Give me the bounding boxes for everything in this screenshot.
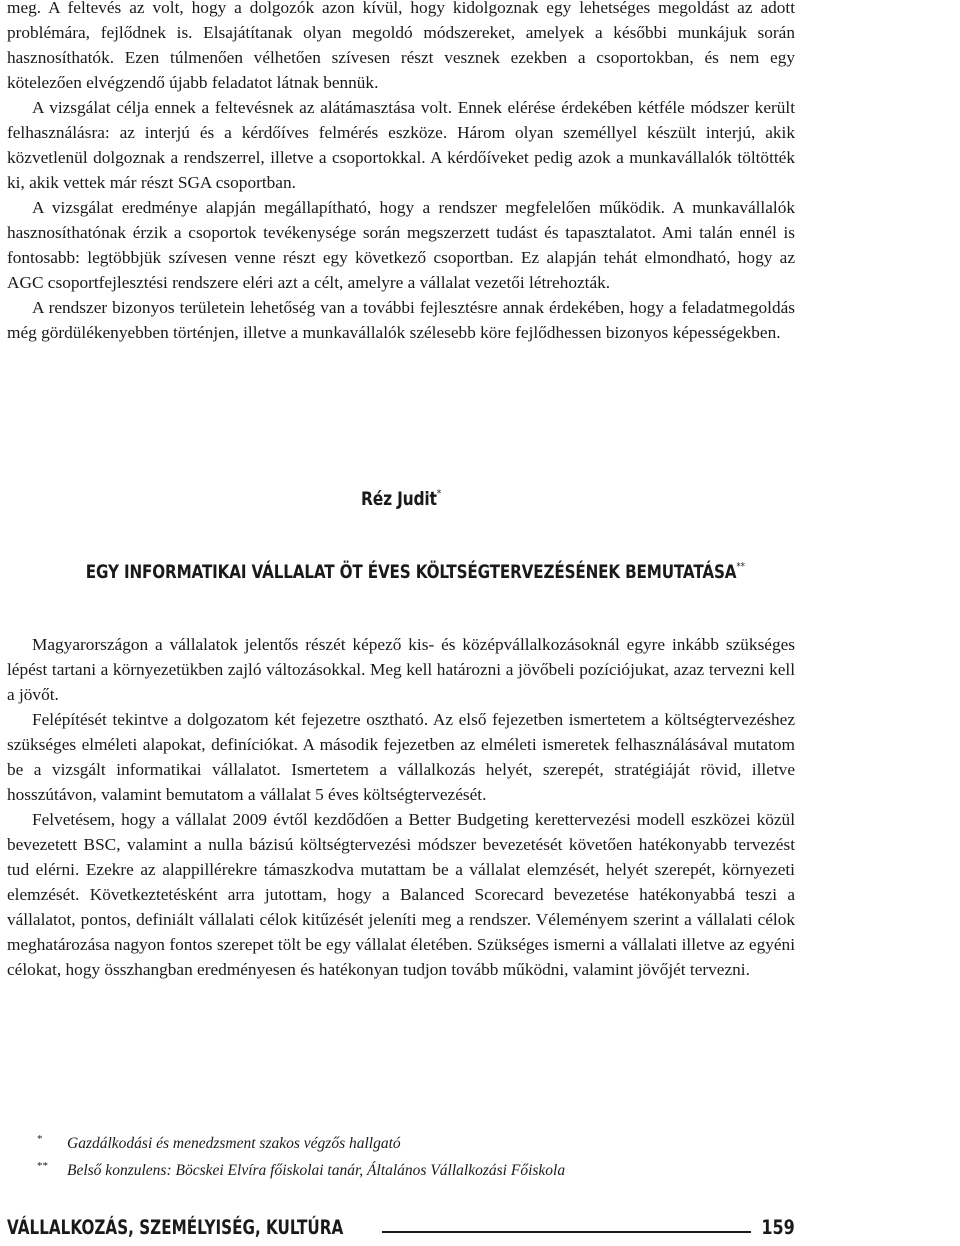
journal-title: VÁLLALKOZÁS, SZEMÉLYISÉG, KULTÚRA xyxy=(7,1216,344,1239)
footnote xyxy=(37,1131,797,1158)
paragraph: A vizsgálat eredménye alapján megállapítható, hogy a rendszer megfelelően működik. A munkavállalók hasznosíthatónak érzik a csoportok tevékenysége során megszerzett tudást és tapasztalatot. Ami talán ennél is fontosabb: legtöbbjük szívesen venne részt egy következő csoportban. Ez alapján tehát elmondható, hogy az AGC csoportfejlesztési rendszere eléri azt a célt, amelyre a vállalat vezetői létrehozták. xyxy=(7,198,795,292)
article-title-text: EGY INFORMATIKAI VÁLLALAT ÖT ÉVES KÖLTSÉGTERVEZÉSÉNEK BEMUTATÁSA xyxy=(85,561,737,583)
paragraph: Magyarországon a vállalatok jelentős részét képező kis- és középvállalkozásoknál egyre inkább szükséges lépést tartani a környezetükben zajló változásokkal. Meg kell határozni a jövőbeli pozíciójukat, azaz tervezni kell a jövőt. xyxy=(7,635,795,704)
page-number: 159 xyxy=(761,1216,795,1239)
article-title xyxy=(85,560,745,583)
footnote xyxy=(37,1158,797,1185)
footnote-text: Gazdálkodási és menedzsment szakos végzős hallgató xyxy=(67,1135,401,1152)
paragraph: Felvetésem, hogy a vállalat 2009 évtől kezdődően a Better Budgeting kerettervezési modell eszközei közül bevezetett BSC, valamint a nulla bázisú költségtervezési módszer bevezetését követően hatékonyabb tervezést tud elérni. Ezekre az alappillérekre támaszkodva mutattam be a vállalat elemzését, helyét szerepét, környezeti elemzését. Következtetésként arra jutottam, hogy a Balanced Scorecard bevezetése hatékonyabbá teszi a vállalatot, pontos, definiált vállalati célok kitűzését jeleníti meg a rendszer. Véleményem szerint a vállalati célok meghatározása nagyon fontos szerepet tölt be egy vállalat életében. Szükséges ismerni a vállalati illetve az egyéni célokat, hogy összhangban eredményesen és hatékonyan tudjon tovább működni, valamint jövőjét tervezni. xyxy=(7,810,795,979)
footnote-text: Belső konzulens: Böcskei Elvíra főiskolai tanár, Általános Vállalkozási Főiskola xyxy=(67,1162,566,1179)
article-body xyxy=(7,632,795,982)
previous-article-conclusion xyxy=(7,0,795,345)
title-footnote-mark: ** xyxy=(736,560,745,573)
footnote-mark: * xyxy=(37,1133,43,1145)
paragraph: A vizsgálat célja ennek a feltevésnek az alátámasztása volt. Ennek elérése érdekében kétféle módszer került felhasználásra: az interjú és a kérdőíves felmérés eszköze. Három olyan személlyel készült interjú, akik közvetlenül dolgoznak a rendszerrel, illetve a csoportokkal. A kérdőíveket pedig azok a munkavállalók töltötték ki, akik vettek már részt SGA csoportban. xyxy=(7,98,795,192)
article-author xyxy=(78,487,724,510)
paragraph: meg. A feltevés az volt, hogy a dolgozók azon kívül, hogy kidolgoznak egy lehetséges megoldást az adott problémára, fejlődnek is. Elsajátítanak olyan megoldó módszereket, amelyek a későbbi munkájuk során hasznosíthatók. Ezen túlmenően vélhetően szívesen részt vesznek ezekben a csoportokban, és nem egy kötelezően elvégzendő újabb feladatot látnak bennük. xyxy=(7,0,795,92)
author-name: Réz Judit xyxy=(361,488,437,510)
paragraph: A rendszer bizonyos területein lehetőség van a további fejlesztésre annak érdekében, hogy a feladatmegoldás még gördülékenyebben történjen, illetve a munkavállalók szélesebb köre fejlődhessen bizonyos képességekben. xyxy=(7,298,795,342)
footnotes xyxy=(37,1131,797,1185)
paragraph: Felépítését tekintve a dolgozatom két fejezetre osztható. Az első fejezetben ismertetem a költségtervezéshez szükséges elméleti alapokat, definíciókat. A második fejezetben az elméleti ismeretek felhasználásával mutatom be a vizsgált informatikai vállalatot. Ismertetem a vállalkozás helyét, szerepét, stratégiáját rövid, illetve hosszútávon, valamint bemutatom a vállalat 5 éves költségtervezését. xyxy=(7,710,795,804)
footer-divider xyxy=(382,1231,751,1233)
author-footnote-mark: * xyxy=(436,487,441,500)
footnote-mark: ** xyxy=(37,1160,48,1172)
page-footer xyxy=(7,1216,795,1246)
